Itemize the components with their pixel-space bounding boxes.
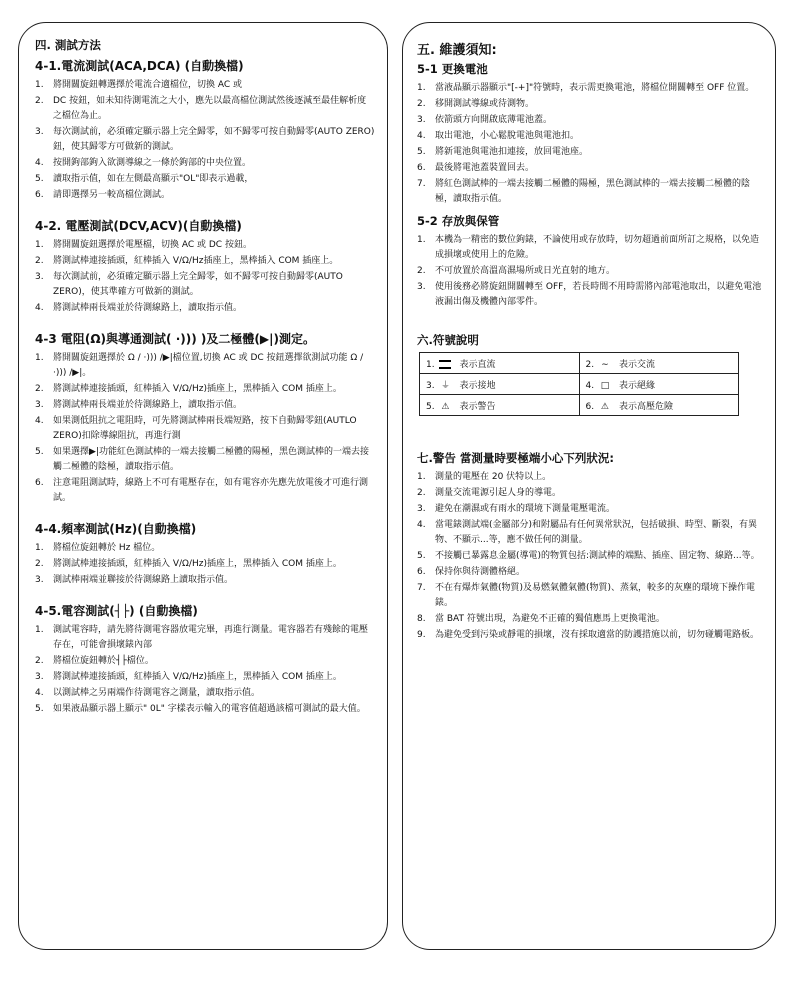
list-item <box>35 573 375 588</box>
list-item <box>417 81 763 96</box>
list-item <box>417 129 763 144</box>
item-number: 3. <box>417 115 426 125</box>
ground-icon: ⏚ <box>440 380 450 391</box>
item-text: 讀取指示值，如在左側最高顯示"OL"即表示過載， <box>53 174 254 184</box>
item-text: 如果液晶顯示器上顯示" 0L" 字樣表示輸入的電容值超過該檔可測試的最大值。 <box>53 704 366 714</box>
warning-icon: ⚠ <box>441 401 450 412</box>
item-number: 3. <box>35 575 44 585</box>
item-text: DC 按鈕，如未知待測電流之大小，應先以最高檔位測試然後逐減至最佳解析度之檔位為止。 <box>53 96 367 121</box>
item-number: 2. <box>35 256 44 266</box>
item-text: 使用後務必將旋鈕開關轉至 OFF，若長時間不用時需將內部電池取出，以避免電池液漏出傷及機體內部零件。 <box>435 282 762 307</box>
section-resistance-test-title: 4-3 電阻(Ω)與導通測試( ·))) )及二極體(▶|)測定。 <box>35 332 315 346</box>
symbol-cell: 1. 表示直流 <box>420 353 580 374</box>
item-text: 以測試棒之另兩端作待測電容之測量，讀取指示值。 <box>53 688 261 698</box>
section-voltage-test-title: 4-2. 電壓測試(DCV,ACV)(自動換檔) <box>35 219 242 233</box>
item-text: 保持你與待測體格絕。 <box>435 567 526 577</box>
symbols-table <box>419 352 739 416</box>
list-item <box>417 233 763 263</box>
item-number: 1. <box>417 83 426 93</box>
item-number: 1. <box>35 240 44 250</box>
item-text: 為避免受到污染或靜電的損壞，沒有採取適當的防護措施以前，切勿碰觸電路板。 <box>435 630 760 640</box>
capacitance-test-steps <box>35 623 375 717</box>
item-number: 5. <box>417 147 426 157</box>
list-item <box>35 623 375 653</box>
item-number: 5. <box>35 174 44 184</box>
list-item <box>417 264 763 279</box>
list-item <box>417 486 763 501</box>
item-text: 將開關旋鈕轉選擇於電流合適檔位，切換 AC 或 <box>53 80 243 90</box>
list-item <box>35 414 375 444</box>
item-text: 如果選擇▶|功能紅色測試棒的一端去接觸二極體的陽極，黑色測試棒的一端去接觸二極體的陰極，讀取指示值。 <box>53 447 369 472</box>
list-item <box>35 382 375 397</box>
item-number: 3. <box>35 672 44 682</box>
item-text: 將檔位旋鈕轉於 Hz 檔位。 <box>53 543 161 553</box>
item-number: 7. <box>417 179 426 189</box>
list-item <box>35 156 375 171</box>
item-text: 將測試棒兩長端並於待測線路上，讀取指示值。 <box>53 400 243 410</box>
item-number: 2. <box>35 656 44 666</box>
item-number: 4. <box>417 131 426 141</box>
item-text: 將測試棒連接插頭，紅棒插入 V/Ω/Hz)插座上，黑棒插入 COM 插座上。 <box>53 384 342 394</box>
list-item <box>35 172 375 187</box>
voltage-test-steps <box>35 238 375 316</box>
high-voltage-icon: ⚠ <box>600 401 609 412</box>
item-text: 每次測試前，必須確定顯示器上完全歸零，如不歸零可按自動歸零(AUTO ZERO)，使其準確方可做新的測試。 <box>53 272 343 297</box>
item-number: 7. <box>417 583 426 593</box>
list-item <box>35 94 375 124</box>
storage-steps <box>417 233 763 310</box>
list-item <box>417 161 763 176</box>
item-number: 3. <box>35 400 44 410</box>
item-number: 3. <box>35 272 44 282</box>
item-text: 移開測試導線或待測物。 <box>435 99 535 109</box>
item-text: 測量交流電源引起人身的導電。 <box>435 488 562 498</box>
item-number: 5. <box>35 447 44 457</box>
symbol-cell: 6. ⚠ 表示高壓危險 <box>579 395 739 416</box>
section-capacitance-test-title: 4-5.電容測試(┤├) (自動換檔) <box>35 604 198 618</box>
list-item <box>35 351 375 381</box>
list-item <box>417 145 763 160</box>
section-current-test-title: 4-1.電流測試(ACA,DCA) (自動換檔) <box>35 59 244 73</box>
item-number: 3. <box>35 127 44 137</box>
item-number: 6. <box>417 163 426 173</box>
item-text: 將測試棒兩長端並於待測線路上，讀取指示值。 <box>53 303 243 313</box>
item-number: 2. <box>417 488 426 498</box>
item-text: 將測試棒連接插頭，紅棒插入 V/Ω/Hz)插座上，黑棒插入 COM 插座上。 <box>53 672 342 682</box>
item-text: 不在有爆炸氣體(物質)及易燃氣體氣體(物質)、蒸氣，較多的灰塵的環境下操作電錶。 <box>435 583 756 608</box>
item-number: 1. <box>417 472 426 482</box>
symbol-cell: 4. □ 表示絕緣 <box>579 374 739 395</box>
item-number: 2. <box>35 384 44 394</box>
list-item <box>417 177 763 207</box>
item-text: 將檔位旋鈕轉於┤├檔位。 <box>53 656 154 666</box>
list-item <box>417 565 763 580</box>
list-item <box>417 518 763 548</box>
list-item <box>35 702 375 717</box>
symbol-cell: 3. ⏚ 表示接地 <box>420 374 580 395</box>
frequency-test-steps <box>35 541 375 588</box>
section-warnings-title: 七.警告 當測量時要極端小心下列狀況: <box>417 451 614 465</box>
item-number: 2. <box>35 559 44 569</box>
item-number: 4. <box>35 303 44 313</box>
section-symbols-title: 六.符號說明 <box>417 333 479 347</box>
item-text: 當液晶顯示器顯示"[-+]"符號時，表示需更換電池，將檔位開關轉至 OFF 位置。 <box>435 83 755 93</box>
item-number: 6. <box>35 478 44 488</box>
section-title-test-method: 四. 測試方法 <box>35 38 101 52</box>
list-item <box>417 113 763 128</box>
item-text: 將紅色測試棒的一端去接觸二極體的陽極，黑色測試棒的一端去接觸二極體的陰極，讀取指示值。 <box>435 179 751 204</box>
item-number: 4. <box>417 520 426 530</box>
list-item <box>35 254 375 269</box>
list-item <box>417 581 763 611</box>
list-item <box>417 628 763 643</box>
item-number: 9. <box>417 630 426 640</box>
list-item <box>35 238 375 253</box>
list-item <box>35 301 375 316</box>
item-number: 6. <box>35 190 44 200</box>
item-text: 注意電阻測試時，線路上不可有電壓存在，如有電容亦先應先放電後才可進行測試。 <box>53 478 369 503</box>
item-number: 1. <box>417 235 426 245</box>
item-number: 8. <box>417 614 426 624</box>
item-number: 3. <box>417 282 426 292</box>
item-text: 請即選擇另一較高檔位測試。 <box>53 190 171 200</box>
symbol-cell: 2. ∼ 表示交流 <box>579 353 739 374</box>
list-item <box>35 398 375 413</box>
item-text: 當電錶測試端(金屬部分)和附屬品有任何異常狀況，包括破損、時型、斷裂，有異物、不顯示...等，應不做任何的測量。 <box>435 520 758 545</box>
current-test-steps <box>35 78 375 203</box>
left-panel <box>18 22 388 950</box>
list-item <box>35 557 375 572</box>
item-text: 將測試棒連接插頭，紅棒插入 V/Ω/Hz)插座上，黑棒插入 COM 插座上。 <box>53 559 342 569</box>
item-text: 測試棒兩端並聯接於待測線路上讀取指示值。 <box>53 575 234 585</box>
list-item <box>35 686 375 701</box>
insulation-icon: □ <box>600 380 610 391</box>
item-text: 將開關旋鈕選擇於電壓檔，切換 AC 或 DC 按鈕。 <box>53 240 252 250</box>
item-text: 不可放置於高溫高濕場所或日光直射的地方。 <box>435 266 616 276</box>
list-item <box>35 654 375 669</box>
list-item <box>35 670 375 685</box>
list-item <box>417 549 763 564</box>
ac-icon: ∼ <box>601 359 609 370</box>
item-text: 將測試棒連接插頭，紅棒插入 V/Ω/Hz插座上，黑棒插入 COM 插座上。 <box>53 256 339 266</box>
item-number: 1. <box>35 543 44 553</box>
item-number: 5. <box>417 551 426 561</box>
list-item <box>417 502 763 517</box>
resistance-test-steps <box>35 351 375 506</box>
list-item <box>35 270 375 300</box>
item-text: 避免在潮濕或有雨水的環境下測量電壓電流。 <box>435 504 616 514</box>
item-text: 測試電容時，請先將待測電容器放電完畢，再進行測量。電容器若有殘餘的電壓存在，可能會損壞錶內部 <box>53 625 369 650</box>
section-title-maintenance: 五. 維護須知: <box>417 43 497 58</box>
item-text: 按開鉤部鉤入欲測導線之一條於鉤部的中央位置。 <box>53 158 252 168</box>
item-text: 不接觸已暴露息金屬(導電)的物質包括:測試棒的端點、插座、固定物、線路...等。 <box>435 551 760 561</box>
item-number: 1. <box>35 353 44 363</box>
list-item <box>417 470 763 485</box>
item-number: 2. <box>417 266 426 276</box>
item-number: 1. <box>35 625 44 635</box>
item-text: 測量的電壓在 20 伏特以上。 <box>435 472 552 482</box>
item-number: 3. <box>417 504 426 514</box>
warning-steps <box>417 470 763 643</box>
section-frequency-test-title: 4-4.頻率測試(Hz)(自動換檔) <box>35 522 197 536</box>
dc-icon <box>437 360 453 370</box>
item-text: 依箭頭方向開啟底薄電池蓋。 <box>435 115 553 125</box>
list-item <box>35 125 375 155</box>
list-item <box>35 541 375 556</box>
item-text: 當 BAT 符號出現，為避免不正確的獨值應馬上更換電池。 <box>435 614 665 624</box>
item-text: 本機為一精密的數位鉤錶，不論使用或存放時，切勿超過前面所訂之規格，以免造成損壞或使用上的危險。 <box>435 235 760 260</box>
item-text: 取出電池，小心鬆脫電池與電池扣。 <box>435 131 580 141</box>
item-number: 4. <box>35 688 44 698</box>
item-number: 2. <box>35 96 44 106</box>
right-panel <box>402 22 776 950</box>
item-text: 最後將電池蓋裝置回去。 <box>435 163 535 173</box>
item-number: 2. <box>417 99 426 109</box>
section-battery-replace-title: 5-1 更換電池 <box>417 62 488 76</box>
list-item <box>417 280 763 310</box>
battery-replace-steps <box>417 81 763 207</box>
item-number: 4. <box>35 416 44 426</box>
item-number: 6. <box>417 567 426 577</box>
item-text: 如果測低阻抗之電阻時，可先將測試棒兩長端短路，按下自動歸零鈕(AUTLO ZERO)扣除導線阻抗，再進行測 <box>53 416 357 441</box>
list-item <box>35 476 375 506</box>
item-text: 每次測試前，必須確定顯示器上完全歸零，如不歸零可按自動歸零(AUTO ZERO)鈕，使其歸零方可做新的測試。 <box>53 127 375 152</box>
item-number: 5. <box>35 704 44 714</box>
list-item <box>35 445 375 475</box>
list-item <box>417 97 763 112</box>
item-text: 將新電池與電池扣連接，放回電池座。 <box>435 147 589 157</box>
item-text: 將開關旋鈕選擇於 Ω / ·))) /▶|檔位置,切換 AC 或 DC 按鈕選擇欲測試功能 Ω / ·))) /▶|。 <box>53 353 364 378</box>
symbol-cell: 5. ⚠ 表示警告 <box>420 395 580 416</box>
item-number: 1. <box>35 80 44 90</box>
list-item <box>417 612 763 627</box>
list-item <box>35 188 375 203</box>
list-item <box>35 78 375 93</box>
section-storage-title: 5-2 存放與保管 <box>417 214 500 228</box>
item-number: 4. <box>35 158 44 168</box>
